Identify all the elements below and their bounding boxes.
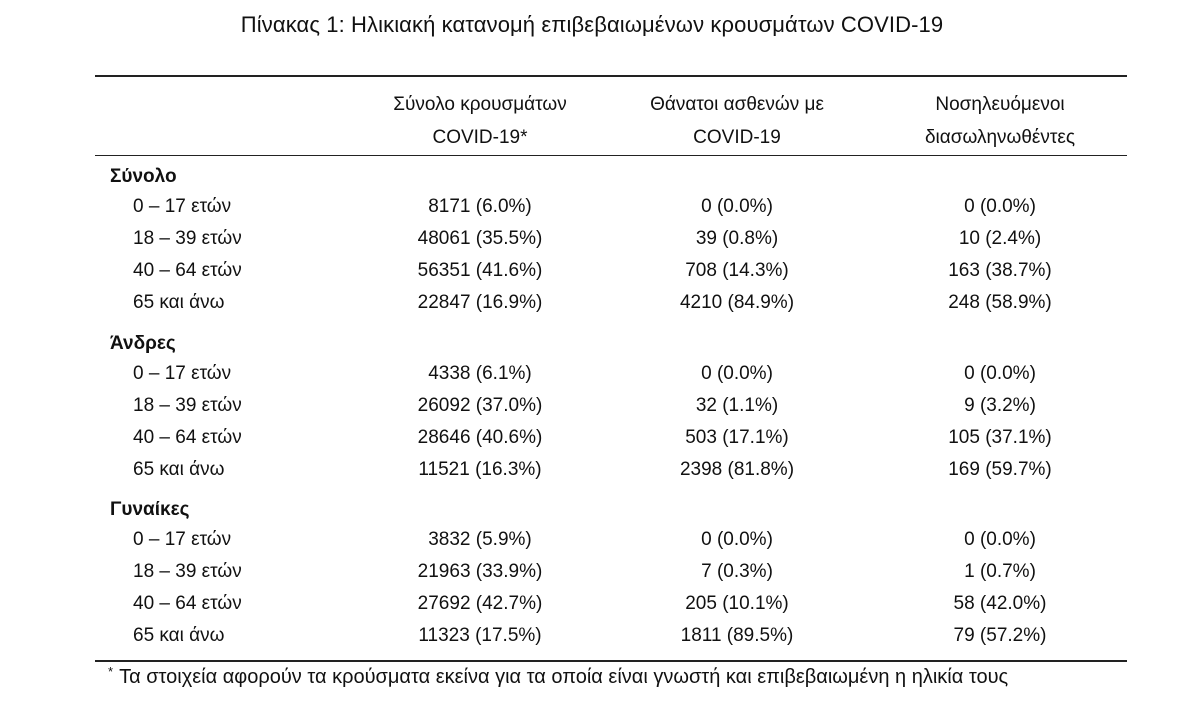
deaths-cell: 2398 (81.8%) — [679, 459, 795, 480]
age-group-label: 18 – 39 ετών — [133, 228, 242, 249]
column-header-deaths — [607, 88, 867, 154]
age-group-label: 0 – 17 ετών — [133, 196, 232, 217]
deaths-cell: 39 (0.8%) — [695, 228, 779, 249]
column-header-line: διασωληνωθέντες — [924, 127, 1076, 148]
table-row — [0, 292, 1184, 322]
column-header-line: Σύνολο κρουσμάτων — [393, 94, 567, 115]
table-bottom-rule — [95, 660, 1127, 662]
deaths-cell: 503 (17.1%) — [685, 427, 789, 448]
header-separator-rule — [95, 155, 1127, 156]
table-row — [0, 427, 1184, 457]
footnote-text: Τα στοιχεία αφορούν τα κρούσματα εκείνα για τα οποία είναι γνωστή και επιβεβαιωμένη η ηλικία τους — [119, 666, 1009, 688]
age-group-label: 18 – 39 ετών — [133, 561, 242, 582]
deaths-cell: 0 (0.0%) — [701, 529, 773, 550]
intubated-cell: 79 (57.2%) — [953, 625, 1047, 646]
footnote — [108, 666, 1008, 689]
deaths-cell: 205 (10.1%) — [685, 593, 789, 614]
cases-cell: 3832 (5.9%) — [428, 529, 532, 550]
cases-cell: 28646 (40.6%) — [417, 427, 543, 448]
intubated-cell: 0 (0.0%) — [964, 529, 1036, 550]
age-group-label: 40 – 64 ετών — [133, 593, 242, 614]
column-header-line: COVID-19* — [432, 127, 528, 148]
table-row — [0, 363, 1184, 393]
deaths-cell: 4210 (84.9%) — [679, 292, 795, 313]
deaths-cell: 1811 (89.5%) — [680, 625, 794, 646]
table-title: Πίνακας 1: Ηλικιακή κατανομή επιβεβαιωμένων κρουσμάτων COVID-19 — [240, 12, 944, 37]
intubated-cell: 10 (2.4%) — [958, 228, 1042, 249]
footnote-marker: * — [108, 664, 114, 679]
group-label: Γυναίκες — [110, 499, 190, 520]
cases-cell: 11521 (16.3%) — [418, 459, 542, 480]
table-row — [0, 561, 1184, 591]
cases-cell: 27692 (42.7%) — [417, 593, 543, 614]
table-top-rule — [95, 75, 1127, 77]
intubated-cell: 0 (0.0%) — [964, 363, 1036, 384]
table-row — [0, 196, 1184, 226]
intubated-cell: 105 (37.1%) — [948, 427, 1052, 448]
column-header-line: Νοσηλευόμενοι — [935, 94, 1065, 115]
age-group-label: 0 – 17 ετών — [133, 363, 232, 384]
table-row — [0, 593, 1184, 623]
table-row — [0, 529, 1184, 559]
cases-cell: 26092 (37.0%) — [417, 395, 543, 416]
age-group-label: 65 και άνω — [133, 625, 225, 646]
column-header-line: COVID-19 — [693, 127, 781, 148]
deaths-cell: 708 (14.3%) — [685, 260, 789, 281]
age-group-label: 65 και άνω — [133, 459, 225, 480]
intubated-cell: 163 (38.7%) — [948, 260, 1052, 281]
group-label: Σύνολο — [110, 166, 177, 187]
intubated-cell: 169 (59.7%) — [948, 459, 1052, 480]
deaths-cell: 32 (1.1%) — [695, 395, 779, 416]
table-row — [0, 459, 1184, 489]
age-group-label: 40 – 64 ετών — [133, 260, 242, 281]
column-header-intubated — [870, 88, 1130, 154]
cases-cell: 21963 (33.9%) — [417, 561, 543, 582]
group-label: Άνδρες — [110, 333, 176, 354]
deaths-cell: 0 (0.0%) — [701, 196, 773, 217]
table-row — [0, 260, 1184, 290]
intubated-cell: 1 (0.7%) — [964, 561, 1036, 582]
age-group-label: 0 – 17 ετών — [133, 529, 232, 550]
cases-cell: 8171 (6.0%) — [428, 196, 532, 217]
cases-cell: 48061 (35.5%) — [417, 228, 543, 249]
cases-cell: 4338 (6.1%) — [428, 363, 532, 384]
cases-cell: 56351 (41.6%) — [417, 260, 543, 281]
age-group-label: 40 – 64 ετών — [133, 427, 242, 448]
age-group-label: 65 και άνω — [133, 292, 225, 313]
age-group-label: 18 – 39 ετών — [133, 395, 242, 416]
intubated-cell: 248 (58.9%) — [948, 292, 1052, 313]
intubated-cell: 0 (0.0%) — [964, 196, 1036, 217]
intubated-cell: 58 (42.0%) — [953, 593, 1047, 614]
cases-cell: 22847 (16.9%) — [417, 292, 543, 313]
table-row — [0, 625, 1184, 655]
deaths-cell: 7 (0.3%) — [701, 561, 773, 582]
table-row — [0, 228, 1184, 258]
table-row — [0, 395, 1184, 425]
deaths-cell: 0 (0.0%) — [701, 363, 773, 384]
column-header-total-cases — [345, 88, 615, 154]
cases-cell: 11323 (17.5%) — [418, 625, 542, 646]
intubated-cell: 9 (3.2%) — [964, 395, 1036, 416]
column-header-line: Θάνατοι ασθενών με — [650, 94, 824, 115]
